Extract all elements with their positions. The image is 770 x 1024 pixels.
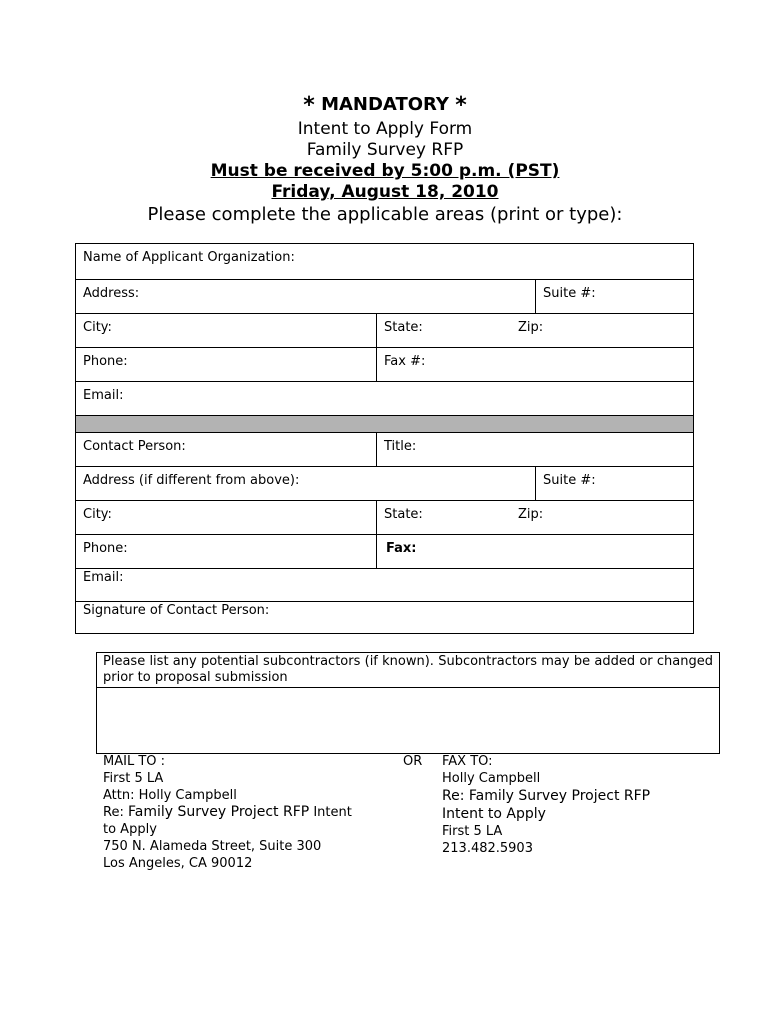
row-address bbox=[76, 279, 693, 313]
mail-org: First 5 LA bbox=[103, 771, 164, 786]
fax-label: Fax #: bbox=[384, 354, 426, 369]
zip-label: Zip: bbox=[518, 320, 544, 335]
fax-re-line2: Intent to Apply bbox=[442, 806, 546, 822]
mail-re-prefix: Re: bbox=[103, 805, 128, 820]
contact-suite-label: Suite #: bbox=[543, 473, 596, 488]
fax-field[interactable] bbox=[376, 348, 693, 381]
row-email bbox=[76, 381, 693, 415]
contact-fax-field[interactable] bbox=[376, 535, 693, 568]
signature-field[interactable] bbox=[76, 602, 693, 633]
email-label: Email: bbox=[83, 388, 124, 403]
phone-field[interactable] bbox=[76, 348, 376, 381]
instructions: Please complete the applicable areas (print or type): bbox=[147, 204, 623, 225]
row-contact-email bbox=[76, 568, 693, 601]
mail-re-line bbox=[103, 804, 352, 821]
fax-name: Holly Campbell bbox=[442, 771, 541, 786]
contact-phone-field[interactable] bbox=[76, 535, 376, 568]
row-contact-phone bbox=[76, 534, 693, 568]
contact-zip-label: Zip: bbox=[518, 507, 544, 522]
suite-field[interactable] bbox=[535, 280, 693, 313]
fax-number: 213.482.5903 bbox=[442, 841, 533, 856]
mail-to-block bbox=[103, 753, 352, 872]
row-contact-address bbox=[76, 466, 693, 500]
city-field[interactable] bbox=[76, 314, 376, 347]
contact-person-label: Contact Person: bbox=[83, 439, 186, 454]
suite-label: Suite #: bbox=[543, 286, 596, 301]
org-name-field[interactable] bbox=[76, 244, 693, 279]
email-field[interactable] bbox=[76, 382, 693, 415]
fax-to-block bbox=[442, 753, 650, 857]
mail-street: 750 N. Alameda Street, Suite 300 bbox=[103, 839, 322, 854]
row-contact-city bbox=[76, 500, 693, 534]
mail-re-title: Family Survey Project RFP bbox=[127, 804, 310, 820]
mail-attn: Attn: Holly Campbell bbox=[103, 788, 237, 803]
row-signature bbox=[76, 601, 693, 633]
form-header bbox=[0, 92, 770, 227]
contact-person-field[interactable] bbox=[76, 433, 376, 466]
contact-email-field[interactable] bbox=[76, 569, 693, 601]
mandatory-text: MANDATORY bbox=[321, 94, 449, 115]
mail-city: Los Angeles, CA 90012 bbox=[103, 856, 253, 871]
subcontractors-prompt: Please list any potential subcontractors (if known). Subcontractors may be added or changed prior to proposal submission bbox=[103, 654, 713, 685]
mandatory-star-right: * bbox=[455, 93, 467, 118]
address-field[interactable] bbox=[76, 280, 535, 313]
contact-suite-field[interactable] bbox=[535, 467, 693, 500]
fax-re-line1: Re: Family Survey Project RFP bbox=[442, 788, 651, 804]
contact-fax-label: Fax: bbox=[386, 541, 417, 556]
fax-org: First 5 LA bbox=[442, 824, 503, 839]
deadline-time: Must be received by 5:00 p.m. (PST) bbox=[210, 161, 560, 181]
signature-label: Signature of Contact Person: bbox=[83, 603, 270, 618]
mail-re-line2: to Apply bbox=[103, 822, 157, 837]
deadline-date: Friday, August 18, 2010 bbox=[271, 182, 499, 202]
intent-form-table bbox=[75, 243, 694, 634]
phone-label: Phone: bbox=[83, 354, 128, 369]
mail-re-suffix: Intent bbox=[309, 805, 352, 820]
org-name-label: Name of Applicant Organization: bbox=[83, 250, 295, 265]
contact-title-label: Title: bbox=[384, 439, 417, 454]
subcontractors-input-area[interactable] bbox=[97, 688, 719, 753]
contact-address-field[interactable] bbox=[76, 467, 535, 500]
contact-address-label: Address (if different from above): bbox=[83, 473, 300, 488]
contact-phone-label: Phone: bbox=[83, 541, 128, 556]
subcontractors-box bbox=[96, 652, 720, 754]
mandatory-heading bbox=[0, 92, 770, 119]
form-title: Intent to Apply Form bbox=[297, 119, 473, 139]
contact-title-field[interactable] bbox=[376, 433, 693, 466]
row-contact-person bbox=[76, 432, 693, 466]
contact-city-label: City: bbox=[83, 507, 112, 522]
city-label: City: bbox=[83, 320, 112, 335]
section-divider bbox=[76, 415, 693, 432]
fax-heading: FAX TO: bbox=[442, 754, 493, 769]
row-phone bbox=[76, 347, 693, 381]
rfp-title: Family Survey RFP bbox=[306, 140, 464, 160]
contact-state-label: State: bbox=[384, 507, 423, 522]
or-label: OR bbox=[403, 754, 423, 769]
mail-heading: MAIL TO : bbox=[103, 754, 166, 769]
mandatory-star-left: * bbox=[303, 93, 315, 118]
row-city bbox=[76, 313, 693, 347]
contact-city-field[interactable] bbox=[76, 501, 376, 534]
state-label: State: bbox=[384, 320, 423, 335]
contact-email-label: Email: bbox=[83, 570, 124, 585]
address-label: Address: bbox=[83, 286, 140, 301]
row-org-name bbox=[76, 244, 693, 279]
